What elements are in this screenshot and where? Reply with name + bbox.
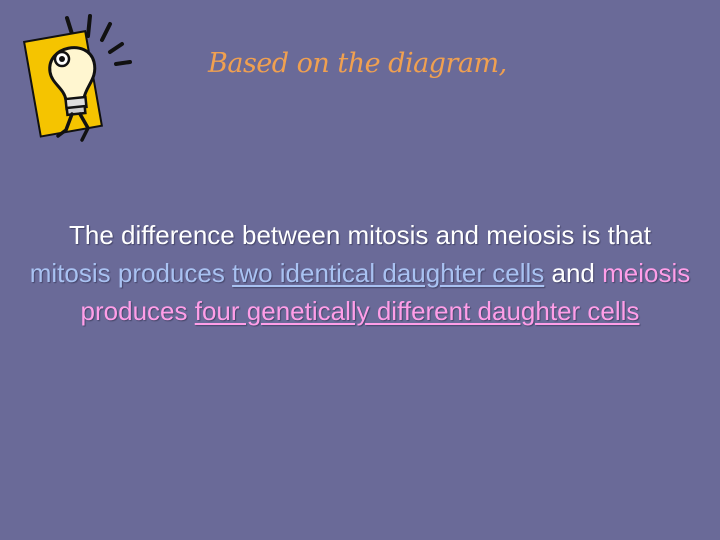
meiosis-result: four genetically different daughter cells <box>194 296 640 326</box>
mitosis-phrase: mitosis produces <box>29 258 225 288</box>
lightbulb-idea-icon <box>22 14 134 154</box>
mitosis-result: two identical daughter cells <box>232 258 545 288</box>
conjunction: and <box>551 258 595 288</box>
statement-intro: The difference between mitosis and meiosis is that <box>69 220 651 250</box>
meiosis-phrase: meiosis produces <box>80 258 691 326</box>
statement-text <box>28 216 692 330</box>
slide-title: Based on the diagram, <box>208 48 507 79</box>
